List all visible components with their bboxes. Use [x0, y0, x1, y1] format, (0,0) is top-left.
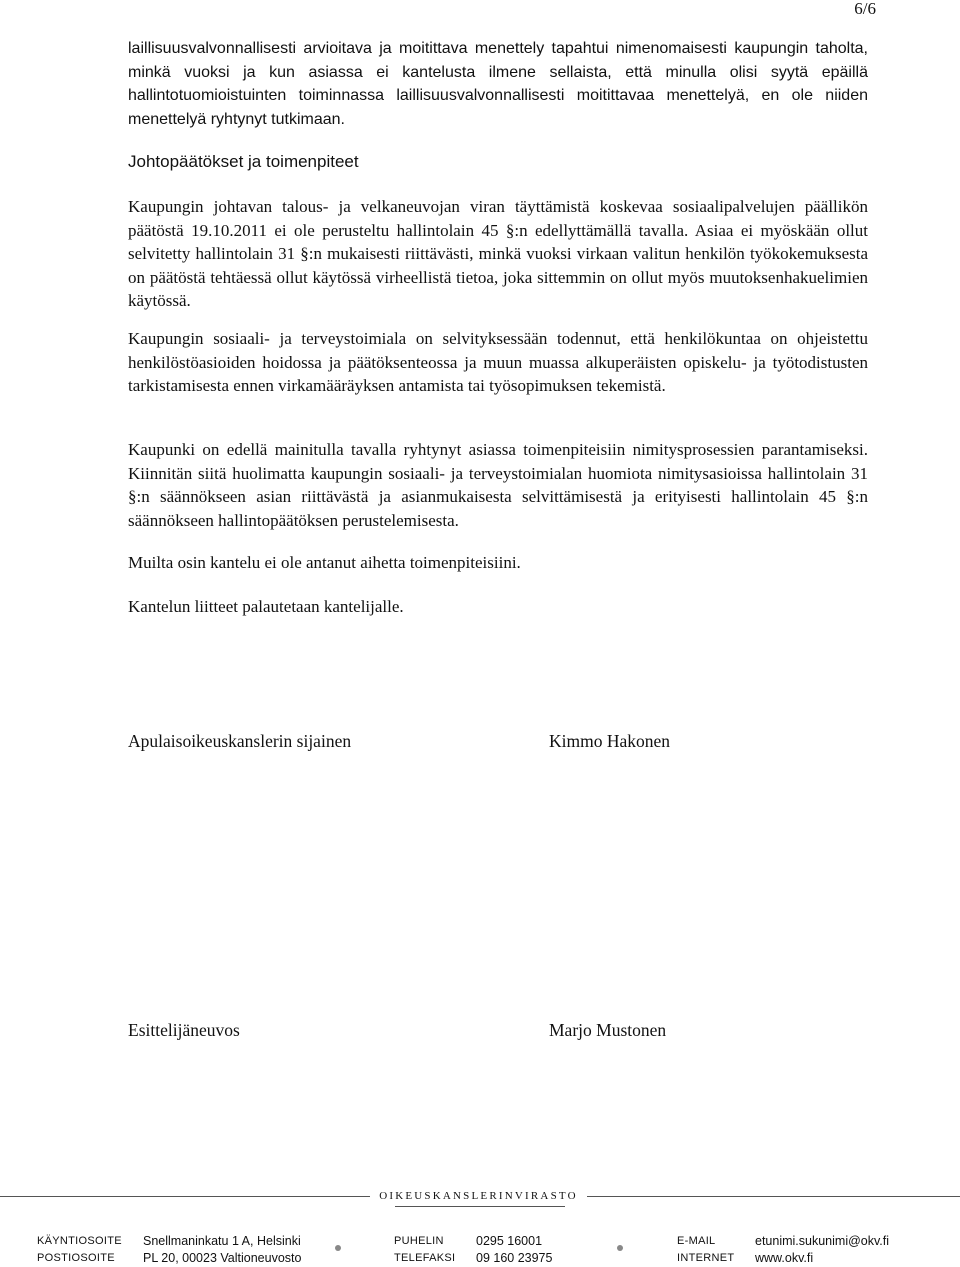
- footer-divider: [0, 1196, 370, 1197]
- footer-separator-dot: [335, 1245, 341, 1251]
- paragraph-attention: Kaupunki on edellä mainitulla tavalla ryhtynyt asiassa toimenpiteisiin nimitysprosessien parantamiseksi. Kiinnitän siitä huolimatta kaupungin sosiaali- ja terveystoimialan huomiota nimitysasioissa hallintolain 31 §:n säännökseen asian riittävästä ja asianmukaisesta selvittämisestä ja erityisesti hallintolain 45 §:n säännökseen hallintopäätöksen perustelemisesta.: [128, 440, 868, 530]
- paragraph-conclusion: Kaupungin johtavan talous- ja velkaneuvojan viran täyttämistä koskevaa sosiaalipalvelujen päällikön päätöstä 19.10.2011 ei ole perusteltu hallintolain 45 §:n edellyttämällä tavalla. Asiaa ei myöskään ollut selvitetty hallintolain 31 §:n mukaisesti riittävästi, minkä vuoksi virkaan valitun henkilön työkokemuksesta on päätöstä tehtäessä ollut käytössä virheellistä tietoa, joka sittemmin on ollut myös muutoksenhakuelimien käytössä.: [128, 197, 868, 310]
- signature-name: Kimmo Hakonen: [549, 731, 671, 751]
- footer-fax: 09 160 23975: [476, 1251, 553, 1265]
- paragraph-continuation: laillisuusvalvonnallisesti arvioitava ja moitittava menettely tapahtui nimenomaisesti kaupungin taholta, minkä vuoksi ja kun asiassa ei kantelusta ilmene sellaista, että minulla olisi syytä epäillä hallintotuomioistuinten toiminnassa laillisuusvalvonnallisesti moitittavaa menettelyä, en ole niiden menettelyä ryhtynyt tutkimaan.: [128, 40, 868, 128]
- footer-website-link[interactable]: www.okv.fi: [755, 1251, 814, 1265]
- paragraph-city-report: Kaupungin sosiaali- ja terveystoimiala on selvityksessään todennut, että henkilökuntaa on ohjeistettu henkilöstöasioiden hoidossa ja päätöksenteossa ja muun muassa alkuperäisten opiskelu- ja työtodistusten tarkistamisesta ennen virkamääräyksen antamista tai työsopimuksen tekemistä.: [128, 329, 868, 395]
- footer-internet-label: INTERNET: [677, 1252, 735, 1264]
- footer-phone-label: PUHELIN: [394, 1235, 444, 1247]
- signature-title: Esittelijäneuvos: [128, 1020, 240, 1040]
- section-heading: Johtopäätökset ja toimenpiteet: [128, 152, 359, 171]
- footer-email-link[interactable]: etunimi.sukunimi@okv.fi: [755, 1234, 890, 1248]
- footer-email-label: E-MAIL: [677, 1235, 716, 1247]
- footer-separator-dot: [617, 1245, 623, 1251]
- paragraph-no-further-action: Muilta osin kantelu ei ole antanut aihetta toimenpiteisiini.: [128, 553, 521, 572]
- footer-postal-address: PL 20, 00023 Valtioneuvosto: [143, 1251, 302, 1265]
- signature-title: Apulaisoikeuskanslerin sijainen: [128, 731, 352, 751]
- paragraph-attachments: Kantelun liitteet palautetaan kantelijalle.: [128, 597, 404, 616]
- footer-brand-underline: [395, 1206, 565, 1207]
- signature-name: Marjo Mustonen: [549, 1020, 667, 1040]
- footer-postal-address-label: POSTIOSOITE: [37, 1252, 115, 1264]
- footer-phone: 0295 16001: [476, 1234, 543, 1248]
- footer-divider: [587, 1196, 960, 1197]
- footer-brand: OIKEUSKANSLERINVIRASTO: [379, 1190, 578, 1202]
- footer-visiting-address: Snellmaninkatu 1 A, Helsinki: [143, 1234, 301, 1248]
- footer-visiting-address-label: KÄYNTIOSOITE: [37, 1235, 122, 1247]
- footer-fax-label: TELEFAKSI: [394, 1252, 456, 1264]
- page-number: 6/6: [854, 0, 876, 18]
